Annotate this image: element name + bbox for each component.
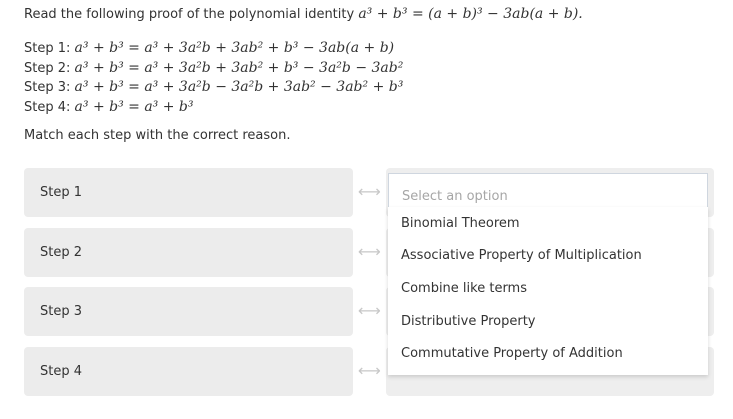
double-arrow-icon: ⟷	[358, 242, 381, 261]
option-binomial-theorem[interactable]: Binomial Theorem	[401, 215, 520, 231]
option-distributive-property[interactable]: Distributive Property	[401, 313, 536, 329]
intro-label: Read the following proof of the polynomial identity	[24, 7, 355, 22]
reason-options-menu	[388, 207, 708, 375]
match-step-label: Step 3	[40, 304, 83, 319]
proof-step-2	[24, 59, 403, 79]
proof-step-label: Step 1:	[24, 41, 71, 56]
match-step-label: Step 4	[40, 364, 83, 379]
proof-step-label: Step 2:	[24, 60, 71, 76]
match-step-label: Step 1	[40, 185, 83, 200]
proof-step-math: a³ + b³ = a³ + b³	[74, 98, 194, 115]
match-step-3[interactable]	[24, 287, 353, 336]
option-associative-multiplication[interactable]: Associative Property of Multiplication	[401, 248, 642, 264]
proof-step-3	[24, 78, 403, 98]
match-step-4[interactable]	[24, 347, 353, 396]
proof-step-label: Step 4:	[24, 99, 71, 115]
option-commutative-addition[interactable]: Commutative Property of Addition	[401, 346, 623, 362]
double-arrow-icon: ⟷	[358, 182, 381, 201]
proof-step-math: a³ + b³ = a³ + 3a²b + 3ab² + b³ − 3ab(a + b)	[74, 40, 395, 56]
proof-step-4	[24, 98, 403, 118]
identity-formula: a³ + b³ = (a + b)³ − 3ab(a + b).	[358, 6, 583, 22]
instruction-text: Match each step with the correct reason.	[24, 128, 291, 143]
option-combine-like-terms[interactable]: Combine like terms	[401, 280, 527, 296]
proof-step-math: a³ + b³ = a³ + 3a²b + 3ab² + b³ − 3a²b − 3ab²	[74, 59, 404, 76]
proof-step-math: a³ + b³ = a³ + 3a²b − 3a²b + 3ab² − 3ab² + b³	[74, 79, 404, 95]
select-placeholder: Select an option	[402, 188, 508, 204]
match-step-label: Step 2	[40, 245, 83, 260]
intro-text	[24, 6, 583, 22]
proof-steps	[24, 39, 403, 117]
match-step-1[interactable]	[24, 168, 353, 217]
proof-step-label: Step 3:	[24, 80, 71, 95]
double-arrow-icon: ⟷	[358, 361, 381, 380]
match-step-2[interactable]	[24, 228, 353, 277]
double-arrow-icon: ⟷	[358, 301, 381, 320]
proof-step-1	[24, 39, 403, 59]
